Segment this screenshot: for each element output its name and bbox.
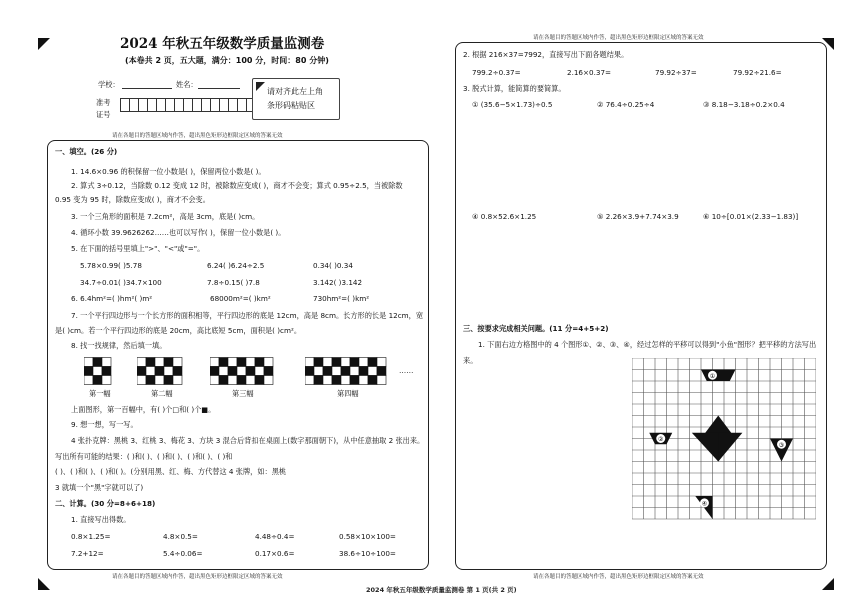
- question-text: 上面图形，第一百幅中，有( )个□和( )个■。: [71, 405, 216, 414]
- conversion-item: 730hm²=( )km²: [313, 294, 370, 303]
- compare-item: 6.24( )6.24÷2.5: [207, 261, 265, 270]
- shape-label: ②: [658, 436, 664, 443]
- white-square: [246, 376, 255, 385]
- question-text: 4. 循环小数 39.9626262……也可以写作( )，保留一位小数是( )。: [71, 228, 286, 237]
- black-square: [323, 367, 332, 376]
- question-text: 4 张扑克牌：黑桃 3、红桃 3、梅花 3、方块 3 混合后背扣在桌面上(数字那面朝下)，从中任意抽取 2 张出来。: [71, 436, 425, 445]
- white-square: [84, 376, 93, 385]
- question-text: 1. 14.6×0.96 的积保留一位小数是( )，保留两位小数是( )。: [71, 167, 266, 176]
- calc-item: 7.2+12=: [71, 549, 104, 558]
- black-square: [93, 358, 102, 367]
- white-square: [137, 376, 146, 385]
- white-square: [155, 358, 164, 367]
- white-square: [210, 358, 219, 367]
- question-text: 7. 一个平行四边形与一个长方形的面积相等，平行四边形的底是 12cm，高是 8cm。长方形的长是 12cm，宽: [71, 311, 424, 320]
- black-square: [255, 358, 264, 367]
- black-square: [377, 367, 386, 376]
- question-text: 2. 根据 216×37=7992，直接写出下面各题结果。: [463, 50, 629, 59]
- question-text: 3. 脱式计算，能简算的要简算。: [463, 84, 566, 93]
- pattern-label: 第四幅: [337, 389, 359, 398]
- white-square: [377, 376, 386, 385]
- black-square: [332, 358, 341, 367]
- black-square: [155, 367, 164, 376]
- white-square: [102, 376, 111, 385]
- white-square: [314, 367, 323, 376]
- question-text: 是( )cm。若一个平行四边形的底是 20cm，高比底短 5cm，面积是( )cm²。: [55, 326, 302, 335]
- pattern-figure-3: [210, 357, 282, 387]
- white-square: [255, 367, 264, 376]
- calc-item: ⑥ 10÷[0.01×(2.33−1.83)]: [703, 212, 799, 221]
- black-square: [350, 358, 359, 367]
- black-square: [146, 376, 155, 385]
- white-square: [84, 358, 93, 367]
- calc-item: 0.8×1.25=: [71, 532, 111, 541]
- compare-item: 0.34( )0.34̇: [313, 261, 353, 270]
- question-text: 1. 下面右边方格图中的 4 个图形①、②、③、④，经过怎样的平移可以得到"小鱼"图形？把平移的方法写出: [478, 340, 817, 349]
- question-text: 3 就填一个"黑"字就可以了): [55, 483, 144, 492]
- question-text: 9. 想一想，写一写。: [71, 420, 138, 429]
- black-square: [305, 367, 314, 376]
- barcode-text-line1: 请对齐此左上角: [267, 87, 323, 96]
- white-square: [210, 376, 219, 385]
- calc-item: 5.4÷0.06=: [163, 549, 203, 558]
- black-square: [219, 358, 228, 367]
- conversion-item: 68000m²=( )km²: [210, 294, 271, 303]
- white-square: [155, 376, 164, 385]
- white-square: [102, 358, 111, 367]
- black-square: [146, 358, 155, 367]
- white-square: [93, 367, 102, 376]
- calc-item: 2.16×0.37=: [567, 68, 612, 77]
- black-square: [237, 358, 246, 367]
- black-square: [359, 367, 368, 376]
- section1-heading: 一、填空。(26 分): [55, 147, 118, 156]
- white-square: [332, 367, 341, 376]
- name-label: 姓名：: [176, 80, 198, 89]
- black-square: [210, 367, 219, 376]
- white-square: [219, 367, 228, 376]
- answer-notice: 请在各题目的答题区域内作答，超出黑色矩形边框限定区域的答案无效: [533, 574, 704, 580]
- calc-item: 799.2÷0.37=: [472, 68, 521, 77]
- black-square: [93, 376, 102, 385]
- calc-item: 38.6÷10÷100=: [339, 549, 396, 558]
- white-square: [146, 367, 155, 376]
- exam-no-label: 准考证号: [96, 98, 111, 119]
- black-square: [264, 367, 273, 376]
- barcode-text-line2: 条形码粘贴区: [267, 101, 315, 110]
- shape-label: ③: [778, 441, 785, 449]
- black-square: [368, 358, 377, 367]
- white-square: [341, 376, 350, 385]
- conversion-item: 6. 6.4hm²=( )hm²( )m²: [71, 294, 153, 303]
- question-text: 2. 算式 3÷0.12，当除数 0.12 变成 12 时，被除数应变成( )，商才不会变；算式 0.95÷2.5，当被除数: [71, 181, 403, 190]
- translation-grid: [632, 358, 816, 526]
- white-square: [323, 376, 332, 385]
- white-square: [228, 376, 237, 385]
- black-square: [164, 358, 173, 367]
- page-footer: 2024 年秋五年级数学质量监测卷 第 1 页(共 2 页): [366, 586, 517, 594]
- barcode-area: [252, 78, 340, 120]
- pattern-label: 第二幅: [151, 389, 173, 398]
- corner-mark-bottom-left: [38, 578, 50, 590]
- white-square: [173, 358, 182, 367]
- white-square: [264, 376, 273, 385]
- calc-item: ① (35.6−5×1.73)÷0.5: [472, 100, 553, 109]
- pattern-figure-2: [137, 357, 191, 387]
- compare-item: 7.8÷0.15( )7.8: [207, 278, 260, 287]
- black-square: [219, 376, 228, 385]
- white-square: [323, 358, 332, 367]
- question-text: 5. 在下面的括号里填上">"、"<"或"="。: [71, 244, 205, 253]
- white-square: [137, 358, 146, 367]
- question-text: 写出所有可能的结果：( )和( )、( )和( )、( )和( )、( )和: [55, 452, 233, 461]
- black-square: [350, 376, 359, 385]
- white-square: [246, 358, 255, 367]
- answer-notice: 请在各题目的答题区域内作答，超出黑色矩形边框限定区域的答案无效: [112, 133, 283, 139]
- question-text: 1. 直接写出得数。: [71, 515, 131, 524]
- pattern-label: 第一幅: [89, 389, 111, 398]
- fish-body-right: [718, 433, 742, 462]
- white-square: [377, 358, 386, 367]
- white-square: [237, 367, 246, 376]
- section2-heading: 二、计算。(30 分=8+6+18): [55, 499, 156, 508]
- question-text: 来。: [463, 356, 478, 365]
- answer-notice: 请在各题目的答题区域内作答，超出黑色矩形边框限定区域的答案无效: [112, 574, 283, 580]
- exam-no-cells[interactable]: [120, 98, 255, 112]
- black-square: [314, 376, 323, 385]
- white-square: [228, 358, 237, 367]
- calc-item: 79.92÷37=: [655, 68, 697, 77]
- fish-body-left: [692, 433, 718, 462]
- compare-item: 5.78×0.99( )5.78: [80, 261, 142, 270]
- compare-item: 3.1̇4̇2( )3.14̇2̇: [313, 278, 363, 287]
- black-square: [314, 358, 323, 367]
- pattern-ellipsis: ……: [399, 366, 414, 375]
- white-square: [305, 376, 314, 385]
- calc-item: 0.58×10×100=: [339, 532, 396, 541]
- white-square: [368, 367, 377, 376]
- question-text: 3. 一个三角形的面积是 7.2cm²，高是 3cm，底是( )cm。: [71, 212, 260, 221]
- white-square: [350, 367, 359, 376]
- shape-label: ①: [709, 372, 716, 380]
- compare-item: 34.7÷0.01( )34.7×100: [80, 278, 162, 287]
- corner-mark-top-left: [38, 38, 50, 50]
- question-text: 0.95 变为 95 时，除数应变成( )，商才不会变。: [55, 195, 210, 204]
- question-text: 8. 找一找规律，然后填一填。: [71, 341, 167, 350]
- white-square: [341, 358, 350, 367]
- pattern-figure-1: [84, 357, 120, 387]
- calc-item: 4.8×0.5=: [163, 532, 198, 541]
- pattern-label: 第三幅: [232, 389, 254, 398]
- calc-item: ⑤ 2.26×3.9+7.74×3.9: [597, 212, 679, 221]
- white-square: [264, 358, 273, 367]
- white-square: [164, 367, 173, 376]
- black-square: [368, 376, 377, 385]
- black-square: [137, 367, 146, 376]
- calc-item: ② 76.4÷0.25÷4: [597, 100, 655, 109]
- calc-item: ③ 8.18−3.18÷0.2×0.4: [703, 100, 785, 109]
- black-square: [332, 376, 341, 385]
- white-square: [359, 358, 368, 367]
- black-square: [255, 376, 264, 385]
- black-square: [246, 367, 255, 376]
- black-square: [341, 367, 350, 376]
- answer-notice: 请在各题目的答题区域内作答，超出黑色矩形边框限定区域的答案无效: [533, 35, 704, 41]
- shape-1-trapezoid: [701, 370, 736, 382]
- calc-item: 79.92÷21.6=: [733, 68, 782, 77]
- exam-subtitle: (本卷共 2 页，五大题，满分：100 分，时间：80 分钟): [125, 56, 329, 65]
- white-square: [359, 376, 368, 385]
- calc-item: 0.17×0.6=: [255, 549, 295, 558]
- white-square: [305, 358, 314, 367]
- black-square: [84, 367, 93, 376]
- black-square: [228, 367, 237, 376]
- corner-mark-bottom-right: [822, 578, 834, 590]
- question-text: ( )、( )和( )、( )和( )。(分别用黑、红、梅、方代替这 4 张牌，如：黑桃: [55, 467, 287, 476]
- pattern-figure-4: [305, 357, 395, 387]
- school-field[interactable]: [122, 88, 172, 89]
- white-square: [173, 376, 182, 385]
- calc-item: 4.48÷0.4=: [255, 532, 295, 541]
- black-square: [164, 376, 173, 385]
- school-label: 学校：: [98, 80, 120, 89]
- name-field[interactable]: [198, 88, 240, 89]
- black-square: [173, 367, 182, 376]
- black-square: [102, 367, 111, 376]
- shape-label: ④: [701, 500, 708, 508]
- section3-heading: 三、按要求完成相关问题。(11 分=4+5+2): [463, 324, 609, 333]
- corner-arrow-icon: [256, 82, 266, 92]
- black-square: [237, 376, 246, 385]
- exam-title: 2024 年秋五年级数学质量监测卷: [120, 36, 325, 52]
- calc-item: ④ 0.8×52.6×1.25: [472, 212, 537, 221]
